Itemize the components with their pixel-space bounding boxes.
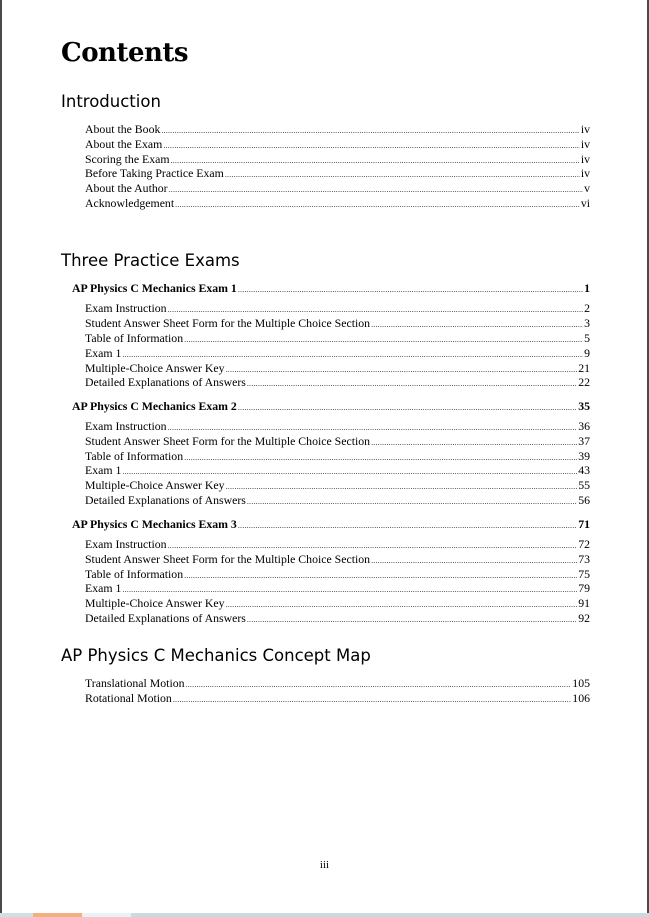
toc-entry[interactable] xyxy=(85,567,590,582)
section-heading-practice-exams: Three Practice Exams xyxy=(61,251,240,270)
toc-leader-dots xyxy=(226,478,578,494)
toc-entry-page: 22 xyxy=(578,375,590,389)
strip-segment xyxy=(0,913,33,917)
toc-leader-dots xyxy=(238,281,583,297)
toc-entry-page: 75 xyxy=(578,567,590,581)
toc-group-exam-2[interactable] xyxy=(72,399,590,414)
toc-entry[interactable] xyxy=(85,478,590,493)
toc-leader-dots xyxy=(371,552,577,568)
toc-entry[interactable] xyxy=(85,361,590,376)
toc-entry-label: Exam Instruction xyxy=(85,419,167,433)
toc-entry[interactable] xyxy=(85,152,590,167)
toc-leader-dots xyxy=(163,137,579,153)
toc-entry[interactable] xyxy=(85,166,590,181)
toc-entry-page: 73 xyxy=(578,552,590,566)
toc-leader-dots xyxy=(186,676,572,692)
toc-group-title: AP Physics C Mechanics Exam 2 xyxy=(72,399,237,413)
toc-entry-label: Detailed Explanations of Answers xyxy=(85,493,246,507)
toc-entry-page: 55 xyxy=(578,478,590,492)
toc-entry-page: 72 xyxy=(578,537,590,551)
toc-entry[interactable] xyxy=(85,419,590,434)
toc-leader-dots xyxy=(168,419,578,435)
toc-leader-dots xyxy=(238,399,577,415)
toc-entry-page: 105 xyxy=(572,676,590,690)
toc-entry-page: 3 xyxy=(584,316,590,330)
toc-entry-page: 106 xyxy=(572,691,590,705)
toc-entry-label: Detailed Explanations of Answers xyxy=(85,375,246,389)
toc-entry-page: v xyxy=(584,181,590,195)
strip-segment xyxy=(82,913,131,917)
toc-entry-label: Student Answer Sheet Form for the Multiple Choice Section xyxy=(85,434,371,448)
toc-entry[interactable] xyxy=(85,375,590,390)
toc-entry[interactable] xyxy=(85,552,590,567)
viewer-left-edge xyxy=(0,0,2,913)
toc-entry-page: 39 xyxy=(578,449,590,463)
toc-entry-label: Rotational Motion xyxy=(85,691,172,705)
toc-entry-label: Multiple-Choice Answer Key xyxy=(85,478,225,492)
toc-entry-page: iv xyxy=(580,166,590,180)
toc-entry[interactable] xyxy=(85,316,590,331)
toc-entry-label: Student Answer Sheet Form for the Multiple Choice Section xyxy=(85,552,371,566)
toc-leader-dots xyxy=(247,375,577,391)
toc-group-page: 35 xyxy=(578,399,590,413)
toc-entry-label: Detailed Explanations of Answers xyxy=(85,611,246,625)
toc-entry-label: Table of Information xyxy=(85,567,184,581)
toc-entry-label: Multiple-Choice Answer Key xyxy=(85,361,225,375)
toc-group-exam-3[interactable] xyxy=(72,517,590,532)
toc-entry[interactable] xyxy=(85,331,590,346)
toc-group-title: AP Physics C Mechanics Exam 3 xyxy=(72,517,237,531)
toc-entry-page: 37 xyxy=(578,434,590,448)
toc-entry-label: Exam 1 xyxy=(85,463,122,477)
toc-entry-page: iv xyxy=(580,137,590,151)
section-heading-concept-map: AP Physics C Mechanics Concept Map xyxy=(61,646,371,665)
toc-entry-label: Translational Motion xyxy=(85,676,185,690)
toc-entry-label: Table of Information xyxy=(85,449,184,463)
toc-entry-page: 5 xyxy=(584,331,590,345)
toc-leader-dots xyxy=(173,691,571,707)
toc-leader-dots xyxy=(122,346,583,362)
toc-entry-page: iv xyxy=(580,122,590,136)
toc-leader-dots xyxy=(226,596,578,612)
toc-entry-label: Acknowledgement xyxy=(85,196,175,210)
toc-leader-dots xyxy=(184,331,583,347)
toc-entry-label: Before Taking Practice Exam xyxy=(85,166,224,180)
page-number: iii xyxy=(319,859,330,871)
viewer-bottom-strip xyxy=(0,913,649,917)
toc-entry-label: Table of Information xyxy=(85,331,184,345)
toc-entry-page: vi xyxy=(580,196,590,210)
section-heading-introduction: Introduction xyxy=(61,92,161,111)
toc-leader-dots xyxy=(161,122,579,138)
toc-entry-label: About the Exam xyxy=(85,137,163,151)
toc-entry[interactable] xyxy=(85,196,590,211)
toc-leader-dots xyxy=(169,181,584,197)
toc-entry-page: 21 xyxy=(578,361,590,375)
toc-leader-dots xyxy=(122,463,577,479)
toc-entry-page: 91 xyxy=(578,596,590,610)
toc-entry[interactable] xyxy=(85,493,590,508)
toc-group-exam-1[interactable] xyxy=(72,281,590,296)
toc-entry[interactable] xyxy=(85,676,590,691)
toc-group-page: 71 xyxy=(578,517,590,531)
toc-leader-dots xyxy=(122,581,577,597)
toc-entry[interactable] xyxy=(85,611,590,626)
toc-entry-page: iv xyxy=(580,152,590,166)
toc-entry-label: Exam 1 xyxy=(85,346,122,360)
toc-entry[interactable] xyxy=(85,137,590,152)
toc-leader-dots xyxy=(247,493,577,509)
toc-entry[interactable] xyxy=(85,463,590,478)
toc-entry-page: 79 xyxy=(578,581,590,595)
toc-entry[interactable] xyxy=(85,581,590,596)
toc-leader-dots xyxy=(175,196,580,212)
toc-entry-page: 43 xyxy=(578,463,590,477)
toc-entry[interactable] xyxy=(85,449,590,464)
strip-segment xyxy=(131,913,649,917)
toc-entry[interactable] xyxy=(85,181,590,196)
toc-entry[interactable] xyxy=(85,691,590,706)
page-title: Contents xyxy=(61,38,189,68)
toc-entry-label: Student Answer Sheet Form for the Multiple Choice Section xyxy=(85,316,371,330)
toc-leader-dots xyxy=(371,316,583,332)
toc-entry-page: 92 xyxy=(578,611,590,625)
toc-entry-label: Scoring the Exam xyxy=(85,152,170,166)
toc-entry-label: Exam Instruction xyxy=(85,537,167,551)
toc-leader-dots xyxy=(225,166,580,182)
toc-entry-label: Exam 1 xyxy=(85,581,122,595)
toc-entry-label: Multiple-Choice Answer Key xyxy=(85,596,225,610)
toc-group-page: 1 xyxy=(584,281,590,295)
toc-leader-dots xyxy=(168,301,584,317)
toc-leader-dots xyxy=(238,517,577,533)
toc-entry[interactable] xyxy=(85,596,590,611)
toc-leader-dots xyxy=(247,611,577,627)
strip-segment-highlight xyxy=(33,913,82,917)
toc-entry-page: 36 xyxy=(578,419,590,433)
toc-leader-dots xyxy=(168,537,578,553)
toc-entry-label: About the Book xyxy=(85,122,161,136)
toc-leader-dots xyxy=(371,434,577,450)
toc-entry-page: 56 xyxy=(578,493,590,507)
toc-entry[interactable] xyxy=(85,346,590,361)
toc-entry[interactable] xyxy=(85,537,590,552)
toc-entry[interactable] xyxy=(85,434,590,449)
toc-group-title: AP Physics C Mechanics Exam 1 xyxy=(72,281,237,295)
toc-entry-label: Exam Instruction xyxy=(85,301,167,315)
toc-entry-page: 9 xyxy=(584,346,590,360)
toc-entry-label: About the Author xyxy=(85,181,168,195)
toc-entry[interactable] xyxy=(85,301,590,316)
toc-entry[interactable] xyxy=(85,122,590,137)
toc-entry-page: 2 xyxy=(584,301,590,315)
